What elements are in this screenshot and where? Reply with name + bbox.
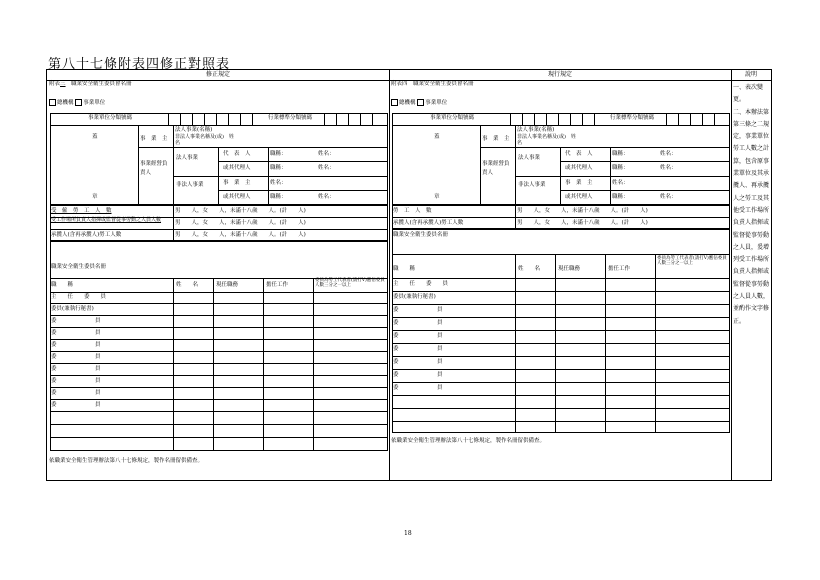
unit-code-label: 事業單位分類號碼 — [88, 115, 133, 121]
revised-code-divider — [50, 125, 388, 126]
workers-row-label: 勞 工 人 數 — [393, 208, 432, 214]
contractor-count[interactable]: 男 人，女 人，未滿十八歲 人。(計 人) — [175, 232, 306, 238]
industry-code-label: 行業標準分類號碼 — [268, 115, 313, 121]
row-line — [50, 303, 388, 304]
row-member: 委 員 — [393, 346, 443, 352]
row-line — [50, 437, 388, 438]
row-line — [50, 315, 388, 316]
title-field-1[interactable]: 職稱： — [270, 151, 287, 157]
row-member: 委 員 — [393, 372, 443, 378]
representative-label: 代 表 人 — [565, 151, 593, 157]
row-member: 委 員 — [51, 354, 101, 360]
stamp-bottom: 章 — [92, 194, 98, 200]
owner2-label: 事 業 主 — [223, 180, 251, 186]
stamp-bottom: 章 — [434, 194, 440, 200]
title-divider — [268, 147, 269, 205]
title-field-3[interactable]: 職稱： — [612, 194, 629, 200]
name-field-4[interactable]: 姓名： — [660, 194, 677, 200]
col-job: 現任職務 — [216, 282, 239, 288]
name-field-3[interactable]: 姓名： — [660, 165, 677, 171]
count-line-2 — [50, 229, 388, 230]
contractor-row-label: 承攬人(含再承攬人)勞工人數 — [51, 232, 122, 238]
row-line — [50, 339, 388, 340]
committee-title: 職業安全衛生委員名冊 — [51, 264, 107, 270]
count-divider — [173, 205, 174, 241]
row-member: 委 員 — [51, 378, 101, 384]
row-line — [392, 304, 730, 305]
row-line — [50, 424, 388, 425]
col-position: 職 稱 — [51, 282, 74, 288]
current-form-title: 附表四 職業安全衛生委員會名冊 — [391, 81, 474, 87]
owner-label: 事 業 主 — [482, 136, 510, 142]
unit-code-boxes[interactable] — [510, 114, 610, 125]
committee-title: 職業安全衛生委員名冊 — [393, 232, 449, 238]
committee-header-bottom — [392, 278, 730, 279]
supervisor-count[interactable]: 男 人，女 人，未滿十八歲 人。(計 人) — [175, 220, 306, 226]
non-legal-person-label: 非法人事業 — [176, 182, 204, 188]
name-field-1[interactable]: 姓名： — [612, 180, 629, 186]
col-term: 擔任工作 — [266, 282, 289, 288]
owner-bottom-line — [480, 147, 730, 148]
title-field-1[interactable]: 職稱： — [612, 151, 629, 157]
current-footnote: 依職業安全衛生管理辦法第八十七條規定，製作名冊留供備查。 — [391, 438, 546, 444]
document-title: 第八十七條附表四修正對照表 — [48, 57, 231, 72]
col-note: 委員為勞工代表者(請打V)應佔委員人數三分之一以上 — [657, 256, 727, 266]
owner-label: 事 業 主 — [140, 136, 168, 142]
current-form — [390, 80, 730, 480]
agent-label: 或其代理人 — [223, 165, 251, 171]
page-number: 18 — [404, 530, 412, 537]
agent-label: 或其代理人 — [565, 165, 593, 171]
name-field-1[interactable]: 姓名： — [270, 180, 287, 186]
org-checkbox[interactable] — [391, 99, 398, 106]
owner-divider — [515, 125, 516, 205]
manager-label: 事業經營負責人 — [140, 161, 168, 176]
revised-footnote: 依職業安全衛生管理辦法第八十七條規定，製作名冊留供備查。 — [49, 458, 204, 464]
name-field-3[interactable]: 姓名： — [318, 165, 335, 171]
legal-bottom-line — [515, 176, 730, 177]
owner-divider — [173, 125, 174, 205]
revised-form-title: 附表三 職業安全衛生委員會名冊 — [49, 81, 132, 87]
row-line — [392, 330, 730, 331]
row-line — [50, 387, 388, 388]
explanation-item-2: 二、本辦法第第三條之二規定，事業單位勞工人數之計算，包含原事業單位及其承攬人、再承攬人之勞工及其他受工作場所負責人指揮或監督從事勞動之人員，爰增列受工作場所負責人指揮或監督從事勞動之人員人數，並酌作文字修正。 — [733, 108, 770, 325]
industry-code-boxes[interactable] — [666, 114, 730, 125]
header-current: 現行規定 — [547, 71, 572, 78]
representative-label: 代 表 人 — [223, 151, 251, 157]
rep-line — [218, 161, 388, 162]
committee-header-bottom — [50, 292, 388, 293]
workers-count[interactable]: 男 人，女 人，未滿十八歲 人。(計 人) — [517, 208, 648, 214]
row-line — [392, 395, 730, 396]
legal-person-label: 法人事業 — [176, 155, 199, 161]
col-name: 姓 名 — [176, 282, 199, 288]
revised-form — [48, 80, 388, 480]
unit-code-boxes[interactable] — [168, 114, 268, 125]
col-position: 職 稱 — [393, 266, 416, 272]
name-field-4[interactable]: 姓名： — [318, 194, 335, 200]
row-line — [392, 343, 730, 344]
workers-count[interactable]: 男 人，女 人，未滿十八歲 人。(計 人) — [175, 208, 306, 214]
row-member: 委 員 — [393, 307, 443, 313]
current-checkboxes: 總機構 事業單位 — [391, 99, 447, 107]
row-line — [392, 317, 730, 318]
row-line — [50, 327, 388, 328]
current-info-block — [392, 113, 730, 205]
row-secretary: 委員(兼執行秘書) — [393, 294, 436, 300]
legal-bottom-line — [173, 176, 388, 177]
legal-name-label: 法人事業(名稱) — [517, 127, 555, 133]
row-member: 委 員 — [51, 366, 101, 372]
row-line — [392, 421, 730, 422]
industry-code-label: 行業標準分類號碼 — [610, 115, 655, 121]
revised-checkboxes: 總機構 事業單位 — [49, 99, 105, 107]
owner-bottom-line — [138, 147, 388, 148]
row-secretary: 委員(兼執行秘書) — [51, 306, 94, 312]
explanation-item-1: 一、表次變更。 — [733, 84, 764, 104]
count-divider — [515, 205, 516, 229]
manager-label: 事業經營負責人 — [482, 161, 510, 176]
row-line — [392, 356, 730, 357]
stamp-divider — [480, 125, 481, 205]
contractor-count[interactable]: 男 人，女 人，未滿十八歲 人。(計 人) — [517, 220, 648, 226]
row-member: 委 員 — [393, 333, 443, 339]
rep-line — [560, 161, 730, 162]
row-line — [392, 408, 730, 409]
non-legal-name-label: 非法人事業名稱及(或) 姓 名 — [517, 134, 581, 146]
agent2-label: 或其代理人 — [223, 194, 251, 200]
row-chair: 主 任 委 員 — [51, 294, 107, 300]
current-code-divider — [392, 125, 730, 126]
header-explanation: 說明 — [744, 71, 757, 78]
row-line — [392, 291, 730, 292]
unit-checkbox[interactable] — [417, 99, 424, 106]
stamp-top: 蓋 — [434, 134, 440, 140]
revised-info-block — [50, 113, 388, 205]
owner2-line — [560, 190, 730, 191]
title-field-2[interactable]: 職稱： — [270, 165, 287, 171]
col-note: 委員為勞工代表者(請打V)應佔委員人數三分之一以上 — [315, 278, 385, 288]
non-legal-name-label: 非法人事業名稱及(或) 姓 名 — [175, 134, 239, 146]
non-legal-person-label: 非法人事業 — [518, 182, 546, 188]
title-field-2[interactable]: 職稱： — [612, 165, 629, 171]
owner2-line — [218, 190, 388, 191]
agent2-label: 或其代理人 — [565, 194, 593, 200]
row-chair: 主 任 委 員 — [393, 281, 449, 287]
stamp-top: 蓋 — [92, 134, 98, 140]
row-line — [50, 351, 388, 352]
row-member: 委 員 — [51, 330, 101, 336]
row-member: 委 員 — [51, 390, 101, 396]
row-line — [50, 399, 388, 400]
row-line — [392, 369, 730, 370]
supervisor-row-label: 受工作場所負責人指揮或監督從事勞動之人員人數 — [51, 217, 162, 223]
explanation-column — [733, 82, 769, 328]
stamp-divider — [138, 125, 139, 205]
row-line — [392, 382, 730, 383]
row-member: 委 員 — [51, 318, 101, 324]
row-member: 委 員 — [393, 320, 443, 326]
header-revised: 修正規定 — [205, 71, 230, 78]
title-divider — [610, 147, 611, 205]
row-member: 委 員 — [393, 385, 443, 391]
name-field-2[interactable]: 姓名： — [318, 151, 335, 157]
row-member: 委 員 — [51, 402, 101, 408]
row-member: 委 員 — [393, 359, 443, 365]
workers-row-label: 受 僱 勞 工 人 數 — [51, 208, 112, 214]
col-name: 姓 名 — [518, 266, 541, 272]
name-field-2[interactable]: 姓名： — [660, 151, 677, 157]
unit-checkbox[interactable] — [75, 99, 82, 106]
unit-code-label: 事業單位分類號碼 — [430, 115, 475, 121]
col-job: 現任職務 — [558, 266, 581, 272]
row-line — [50, 363, 388, 364]
column-divider-2 — [731, 70, 732, 480]
title-field-3[interactable]: 職稱： — [270, 194, 287, 200]
owner2-label: 事 業 主 — [565, 180, 593, 186]
contractor-row-label: 承攬人(含再承攬人)勞工人數 — [393, 220, 464, 226]
row-member: 委 員 — [51, 342, 101, 348]
row-line — [50, 411, 388, 412]
legal-person-label: 法人事業 — [518, 155, 541, 161]
count-line-1 — [392, 217, 730, 218]
industry-code-boxes[interactable] — [324, 114, 388, 125]
row-line — [50, 375, 388, 376]
col-term: 擔任工作 — [608, 266, 631, 272]
committee-header-top — [392, 254, 730, 255]
legal-name-label: 法人事業(名稱) — [175, 127, 213, 133]
org-checkbox[interactable] — [49, 99, 56, 106]
